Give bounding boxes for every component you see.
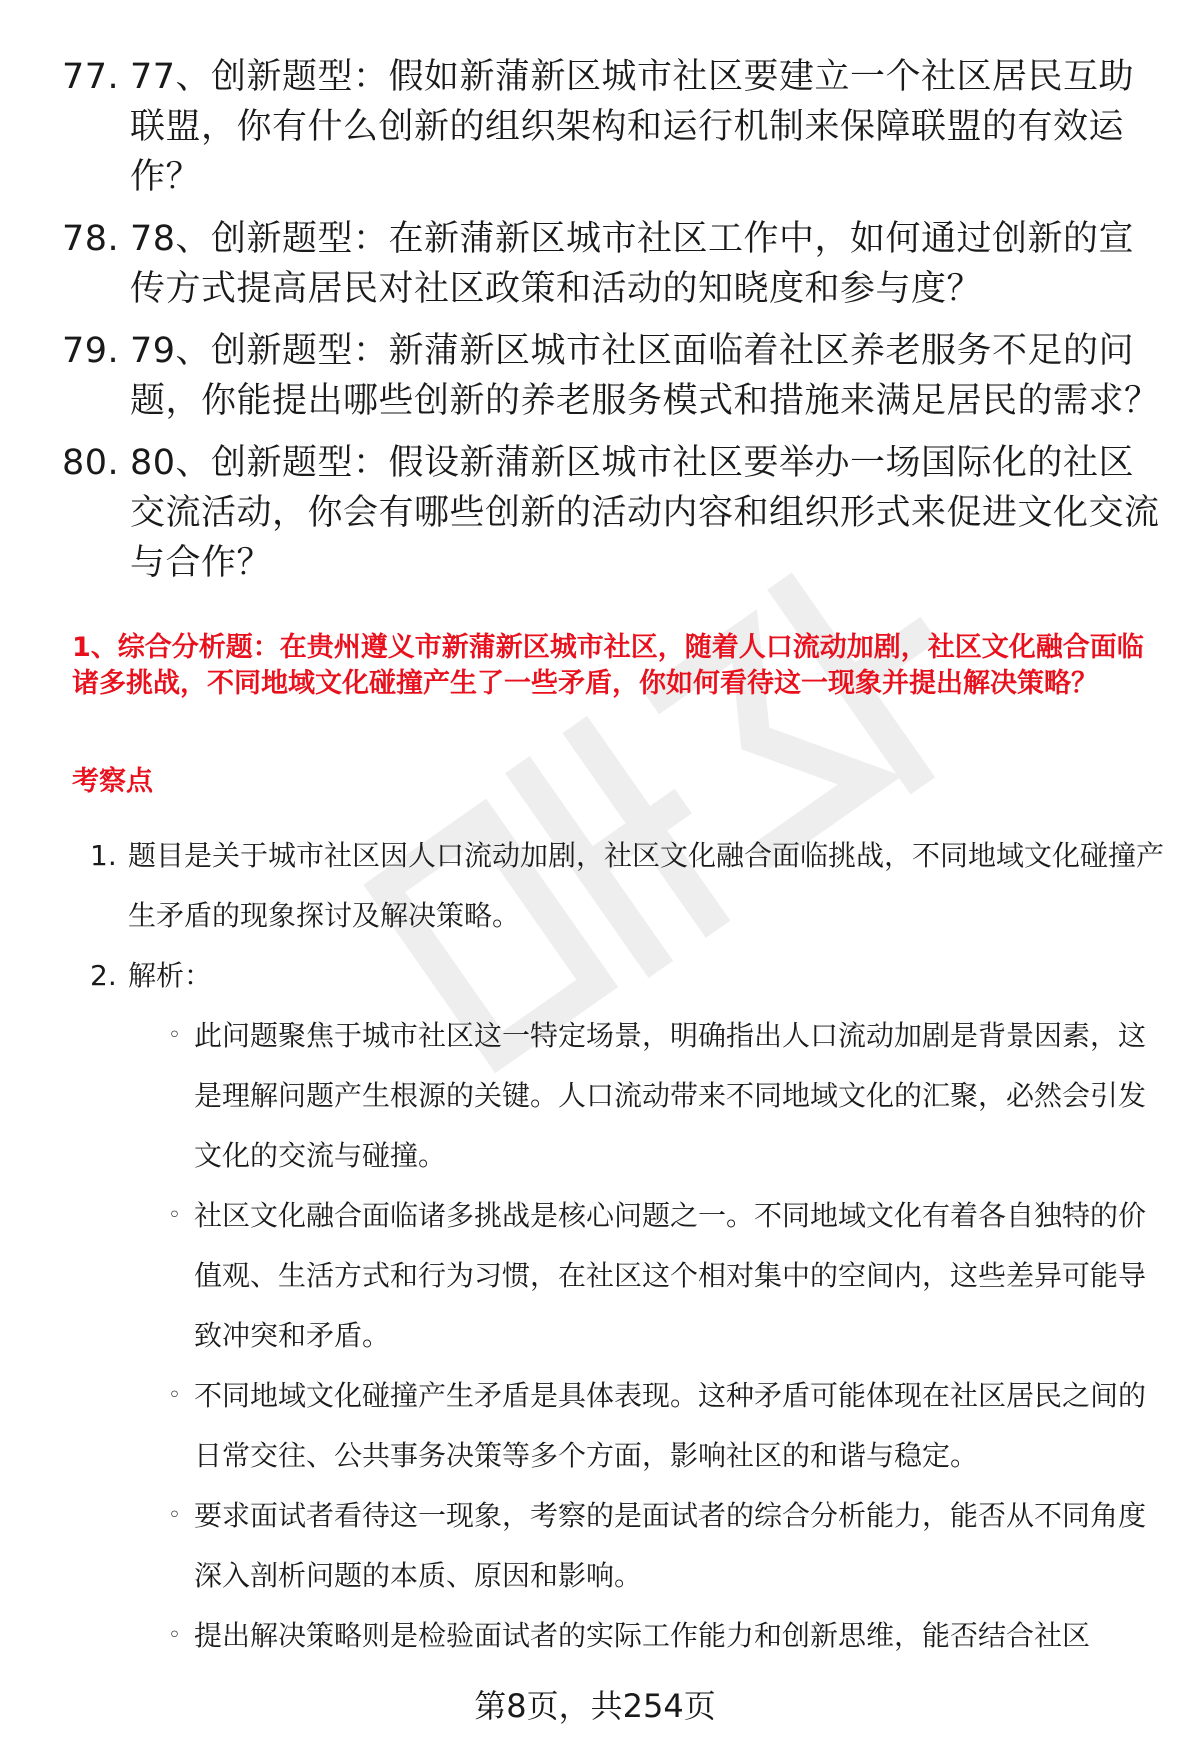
analysis-points (90, 826, 1165, 1666)
bullet-icon: ◦ (168, 1383, 181, 1408)
point-text: 解析： (128, 959, 213, 992)
bullet-text: 不同地域文化碰撞产生矛盾是具体表现。这种矛盾可能体现在社区居民之间的日常交往、公共事务决策等多个方面，影响社区的和谐与稳定。 (194, 1379, 1147, 1472)
bullet-icon: ◦ (168, 1623, 181, 1648)
bullet-icon: ◦ (168, 1203, 181, 1228)
question-number: 78. (62, 219, 120, 259)
point-item (90, 826, 1165, 946)
section-subhead: 考察点 (72, 766, 153, 797)
point-number: 1. (90, 839, 117, 872)
point-item (90, 946, 1165, 1666)
question-item (62, 214, 1162, 314)
question-number: 80. (62, 443, 120, 483)
bullet-text: 社区文化融合面临诸多挑战是核心问题之一。不同地域文化有着各自独特的价值观、生活方式和行为习惯，在社区这个相对集中的空间内，这些差异可能导致冲突和矛盾。 (194, 1199, 1147, 1352)
bullet-item (128, 1186, 1165, 1366)
point-number: 2. (90, 959, 117, 992)
question-number: 79. (62, 331, 120, 371)
question-text: 79、创新题型：新蒲新区城市社区面临着社区养老服务不足的问题，你能提出哪些创新的养老服务模式和措施来满足居民的需求？ (130, 331, 1160, 421)
bullet-item (128, 1366, 1165, 1486)
bullet-text: 此问题聚焦于城市社区这一特定场景，明确指出人口流动加剧是背景因素，这是理解问题产生根源的关键。人口流动带来不同地域文化的汇聚，必然会引发文化的交流与碰撞。 (194, 1019, 1147, 1172)
question-list (62, 52, 1162, 600)
bullet-item (128, 1606, 1165, 1666)
bullet-icon: ◦ (168, 1023, 181, 1048)
bullet-text: 要求面试者看待这一现象，考察的是面试者的综合分析能力，能否从不同角度深入剖析问题的本质、原因和影响。 (194, 1499, 1147, 1592)
question-text: 78、创新题型：在新蒲新区城市社区工作中，如何通过创新的宣传方式提高居民对社区政策和活动的知晓度和参与度？ (130, 219, 1135, 309)
question-item (62, 52, 1162, 202)
question-text: 77、创新题型：假如新蒲新区城市社区要建立一个社区居民互助联盟，你有什么创新的组织架构和运行机制来保障联盟的有效运作？ (130, 57, 1135, 197)
question-number: 77. (62, 57, 120, 97)
bullet-item (128, 1486, 1165, 1606)
question-item (62, 438, 1162, 588)
question-text: 80、创新题型：假设新蒲新区城市社区要举办一场国际化的社区交流活动，你会有哪些创新的活动内容和组织形式来促进文化交流与合作？ (130, 443, 1160, 583)
bullet-item (128, 1006, 1165, 1186)
bullet-icon: ◦ (168, 1503, 181, 1528)
question-item (62, 326, 1162, 426)
section-title: 1、综合分析题：在贵州遵义市新蒲新区城市社区，随着人口流动加剧，社区文化融合面临诸多挑战，不同地域文化碰撞产生了一些矛盾，你如何看待这一现象并提出解决策略？ (72, 632, 1144, 699)
point-text: 题目是关于城市社区因人口流动加剧，社区文化融合面临挑战，不同地域文化碰撞产生矛盾的现象探讨及解决策略。 (128, 839, 1165, 932)
bullet-text: 提出解决策略则是检验面试者的实际工作能力和创新思维，能否结合社区 (194, 1619, 1091, 1652)
page-footer: 第8页，共254页 (474, 1687, 716, 1725)
bullet-list (128, 1006, 1165, 1666)
